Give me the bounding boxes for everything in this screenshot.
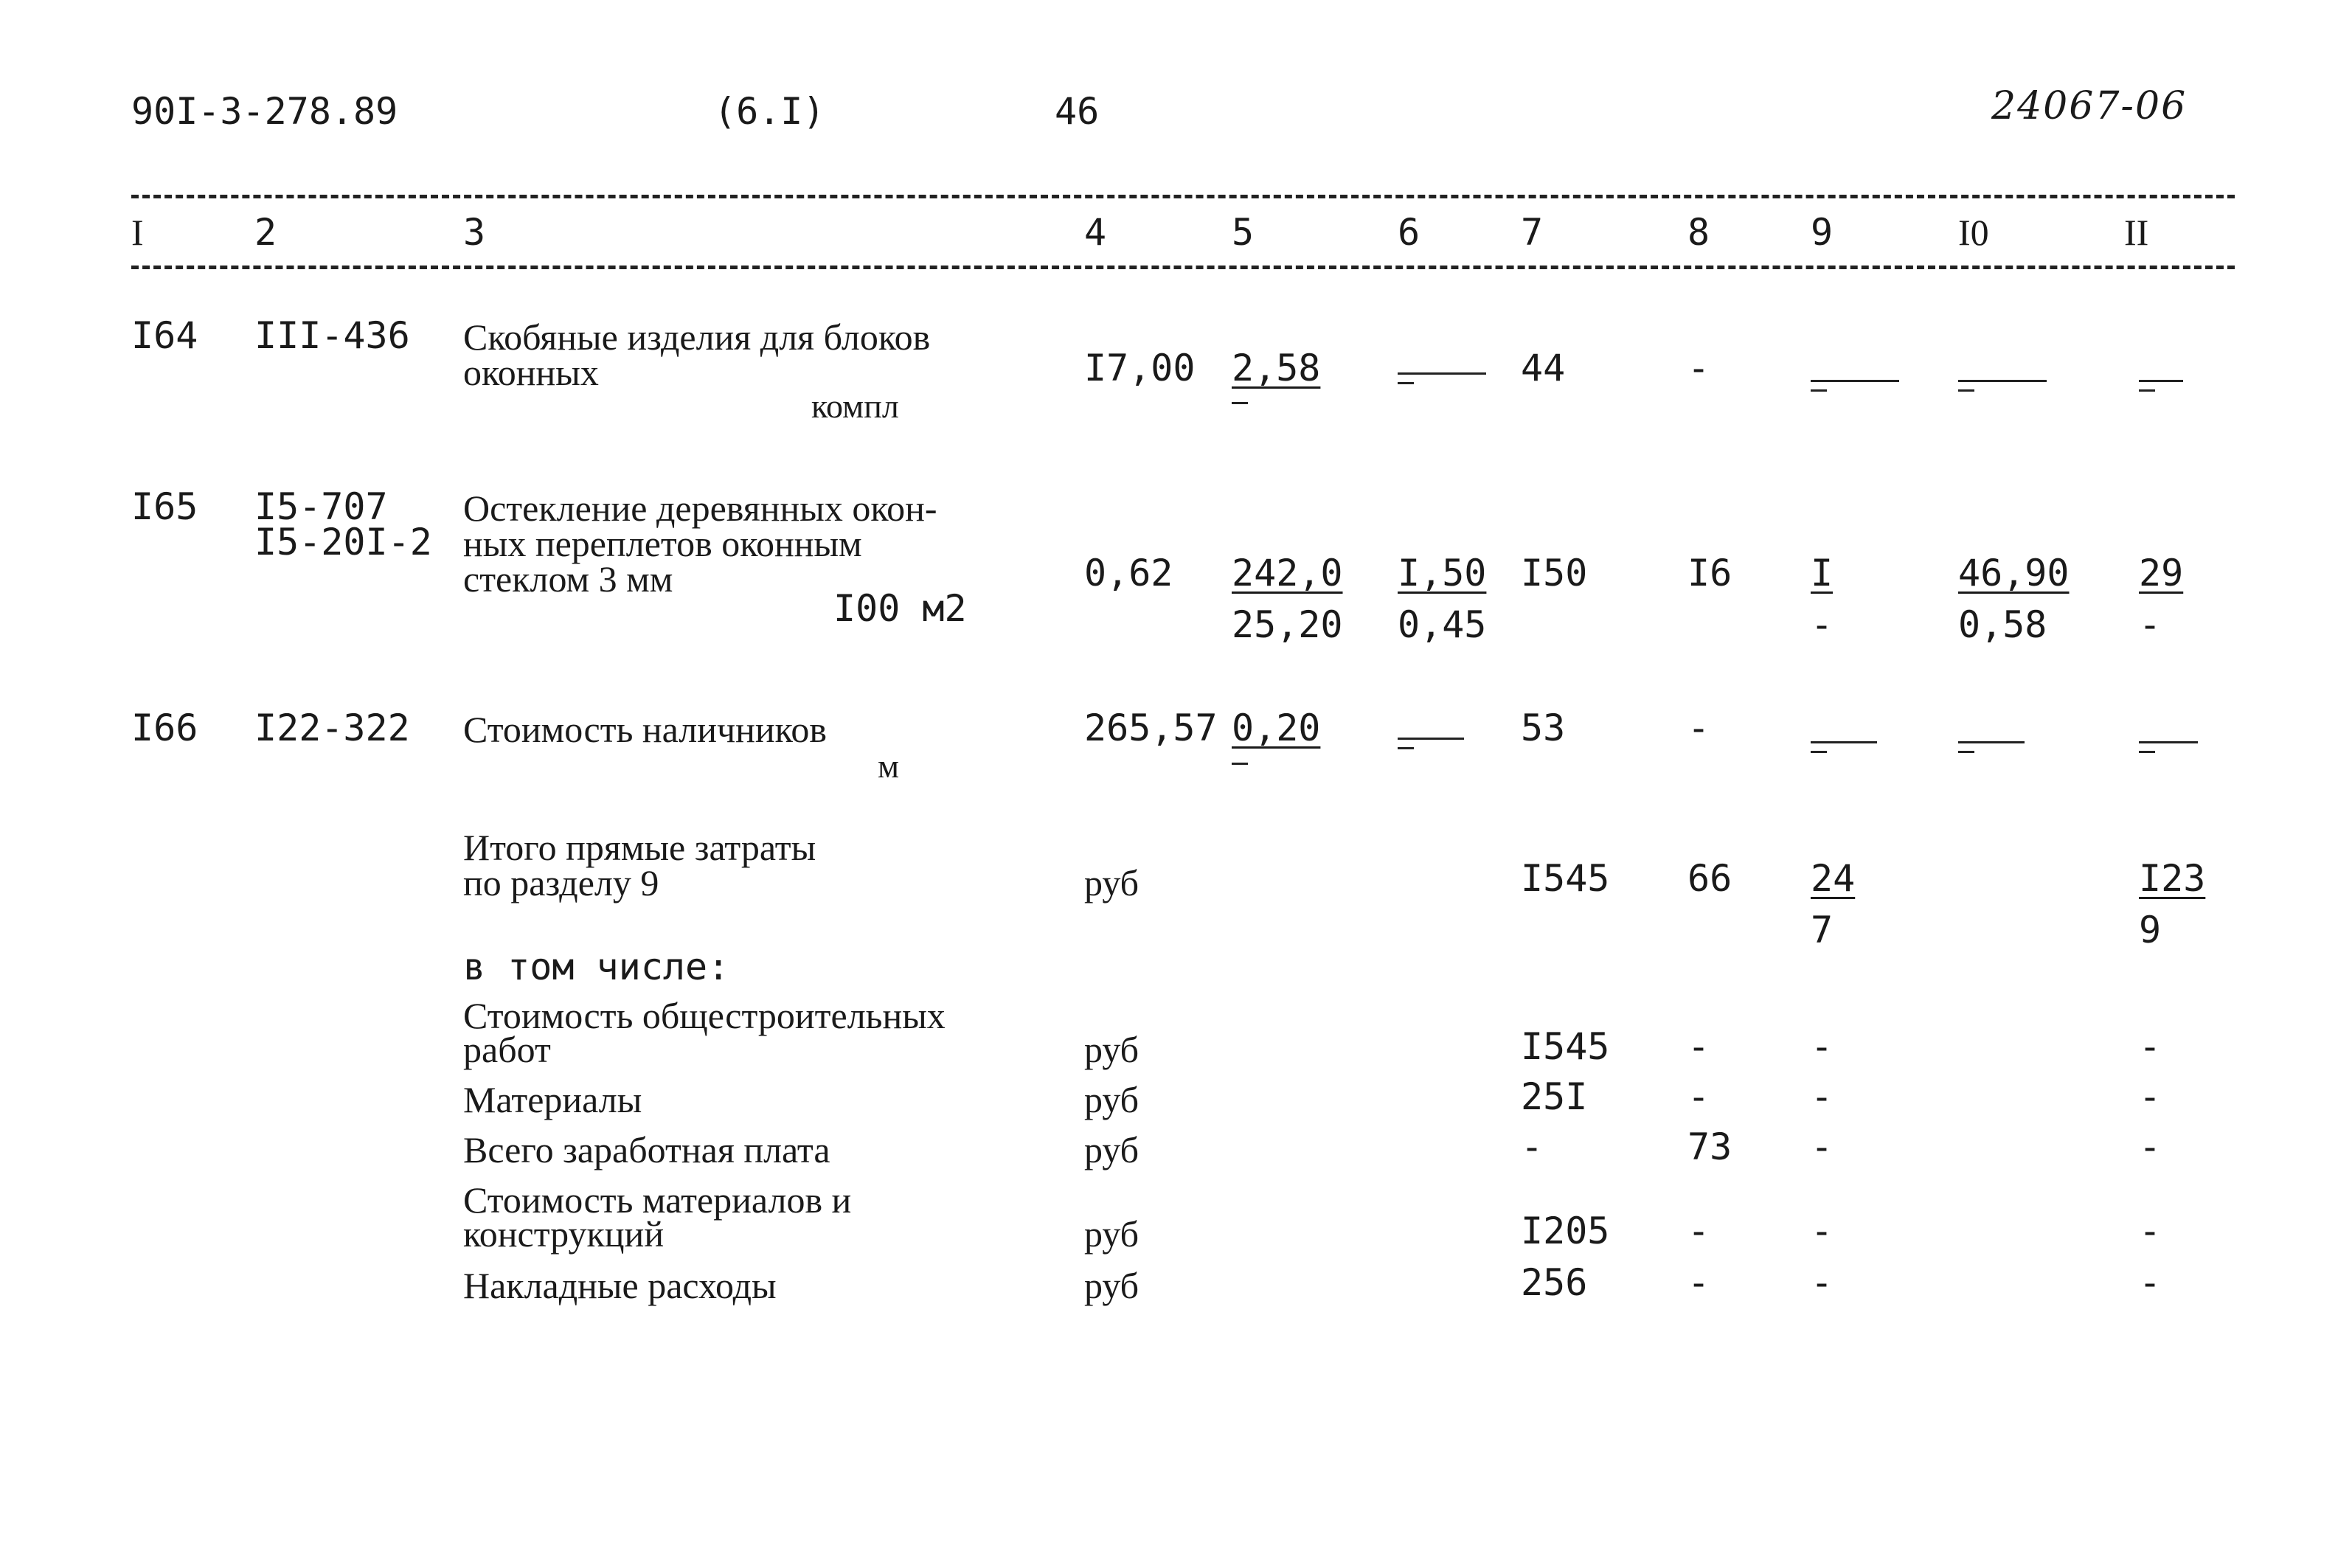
row-165-quantity: 0,62 — [1084, 552, 1173, 594]
row-164-col8: - — [1687, 347, 1710, 389]
row-164-unit: компл — [811, 387, 899, 425]
row-166-col11-empty — [2139, 741, 2198, 753]
row-165-number: I65 — [131, 485, 198, 528]
totals-label-line2: по разделу 9 — [463, 862, 659, 903]
breakdown-4-col9: - — [1811, 1210, 1834, 1252]
row-166-col5-dash — [1232, 763, 1320, 765]
row-165-desc-line1: Остекление деревянных окон- — [463, 488, 937, 529]
row-165-col7: I50 — [1521, 552, 1588, 594]
breakdown-4-col8: - — [1687, 1210, 1710, 1252]
row-165-col10-top: 46,90 — [1958, 552, 2070, 594]
row-164-col5: 2,58 — [1232, 347, 1321, 389]
breakdown-1-unit: руб — [1084, 1029, 1139, 1070]
col-header-7: 7 — [1521, 211, 1544, 254]
row-165-desc-line2: ных переплетов оконным — [463, 523, 862, 564]
col-header-5: 5 — [1232, 211, 1255, 254]
col-header-2: 2 — [254, 211, 277, 254]
breakdown-3-col7: - — [1521, 1125, 1544, 1168]
breakdown-4-col7: I205 — [1521, 1210, 1610, 1252]
breakdown-3-col11: - — [2139, 1125, 2162, 1168]
col-header-1: I — [131, 212, 144, 253]
breakdown-2-unit: руб — [1084, 1079, 1139, 1120]
breakdown-1-col8: - — [1687, 1025, 1710, 1068]
breakdown-5-col11: - — [2139, 1261, 2162, 1304]
row-164-number: I64 — [131, 314, 198, 357]
row-165-col11-top: 29 — [2139, 552, 2184, 594]
header-rule-bottom — [131, 266, 2235, 269]
totals-col11-bottom: 9 — [2139, 909, 2162, 951]
breakdown-3-col9: - — [1811, 1125, 1834, 1168]
row-165-col5-top: 242,0 — [1232, 552, 1343, 594]
row-165-col11-bottom: - — [2139, 603, 2162, 646]
header-rule-top — [131, 195, 2235, 198]
breakdown-5-unit: руб — [1084, 1265, 1139, 1306]
row-164-col10-empty — [1958, 380, 2047, 392]
page-number: 46 — [1055, 90, 1100, 133]
totals-col9-top: 24 — [1811, 857, 1856, 900]
breakdown-1-label-line1: Стоимость общестроительных — [463, 995, 946, 1036]
including-label: в том числе: — [463, 946, 730, 988]
row-165-code-2: I5-20I-2 — [254, 521, 432, 563]
section-number: (6.I) — [714, 90, 825, 133]
row-166-desc: Стоимость наличников — [463, 709, 827, 750]
breakdown-2-col8: - — [1687, 1075, 1710, 1118]
breakdown-3-label: Всего заработная плата — [463, 1129, 830, 1170]
row-166-col6-empty — [1398, 738, 1464, 749]
col-header-6: 6 — [1398, 211, 1420, 254]
row-164-col11-empty — [2139, 380, 2183, 392]
row-166-col10-empty — [1958, 741, 2025, 753]
breakdown-3-col8: 73 — [1687, 1125, 1732, 1168]
breakdown-4-label-line2: конструкций — [463, 1213, 665, 1255]
breakdown-2-col7: 25I — [1521, 1075, 1588, 1118]
totals-col11-top: I23 — [2139, 857, 2206, 900]
row-164-col9-empty — [1811, 380, 1899, 392]
row-165-col5-bottom: 25,20 — [1232, 603, 1343, 646]
row-164-col7: 44 — [1521, 347, 1566, 389]
row-165-col6-bottom: 0,45 — [1398, 603, 1487, 646]
totals-unit: руб — [1084, 862, 1139, 903]
row-165-col10-bottom: 0,58 — [1958, 603, 2047, 646]
row-165-desc-line3: стеклом 3 мм — [463, 558, 673, 600]
col-header-8: 8 — [1687, 211, 1710, 254]
doc-code: 90I-3-278.89 — [131, 90, 398, 133]
breakdown-3-unit: руб — [1084, 1129, 1139, 1170]
breakdown-4-col11: - — [2139, 1210, 2162, 1252]
row-164-desc-line1: Скобяные изделия для блоков — [463, 316, 931, 358]
col-header-3: 3 — [463, 211, 486, 254]
row-166-unit: м — [878, 747, 900, 785]
row-166-code: I22-322 — [254, 707, 410, 749]
breakdown-5-col9: - — [1811, 1261, 1834, 1304]
row-166-col7: 53 — [1521, 707, 1566, 749]
row-164-code: III-436 — [254, 314, 410, 357]
breakdown-2-col9: - — [1811, 1075, 1834, 1118]
row-166-quantity: 265,57 — [1084, 707, 1218, 749]
row-166-col9-empty — [1811, 741, 1877, 753]
breakdown-1-col9: - — [1811, 1025, 1834, 1068]
row-165-code-1: I5-707 — [254, 485, 388, 528]
breakdown-1-label-line2: работ — [463, 1029, 551, 1070]
row-164-desc-line2: оконных — [463, 352, 599, 393]
row-165-col9-top: I — [1811, 552, 1834, 594]
row-166-number: I66 — [131, 707, 198, 749]
breakdown-1-col11: - — [2139, 1025, 2162, 1068]
breakdown-2-col11: - — [2139, 1075, 2162, 1118]
row-165-col6-top: I,50 — [1398, 552, 1487, 594]
breakdown-2-label: Материалы — [463, 1079, 642, 1120]
totals-label-line1: Итого прямые затраты — [463, 827, 816, 868]
breakdown-4-unit: руб — [1084, 1213, 1139, 1255]
row-165-col9-bottom: - — [1811, 603, 1834, 646]
col-header-11: II — [2124, 212, 2149, 253]
row-164-col6-empty — [1398, 372, 1486, 384]
row-166-col8: - — [1687, 707, 1710, 749]
totals-col9-bottom: 7 — [1811, 909, 1834, 951]
breakdown-4-label-line1: Стоимость материалов и — [463, 1179, 852, 1221]
breakdown-5-col8: - — [1687, 1261, 1710, 1304]
breakdown-1-col7: I545 — [1521, 1025, 1610, 1068]
row-165-unit: I00 м2 — [833, 587, 967, 630]
row-164-col5-dash — [1232, 402, 1320, 404]
breakdown-5-col7: 256 — [1521, 1261, 1588, 1304]
row-165-col8: I6 — [1687, 552, 1732, 594]
archive-number: 24067-06 — [1991, 84, 2188, 128]
totals-col7: I545 — [1521, 857, 1610, 900]
breakdown-5-label: Накладные расходы — [463, 1265, 777, 1306]
col-header-9: 9 — [1811, 211, 1834, 254]
totals-col8: 66 — [1687, 857, 1732, 900]
col-header-4: 4 — [1084, 211, 1107, 254]
row-166-col5: 0,20 — [1232, 707, 1321, 749]
col-header-10: I0 — [1958, 212, 1989, 253]
row-164-quantity: I7,00 — [1084, 347, 1196, 389]
